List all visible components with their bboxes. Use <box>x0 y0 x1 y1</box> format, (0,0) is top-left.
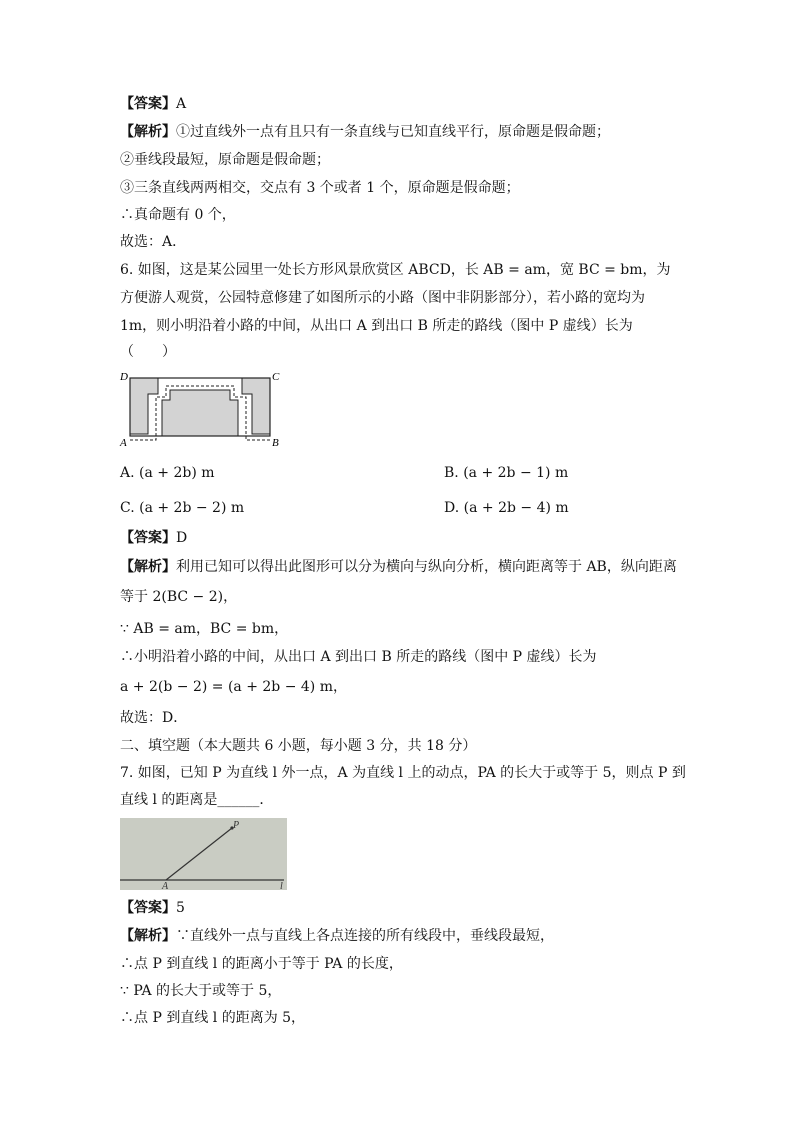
q6-figure <box>118 366 283 448</box>
q6-option-d: D. (a + 2b − 4) m <box>444 500 569 516</box>
q6-analysis-line3: ∵ AB = am，BC = bm， <box>120 621 289 637</box>
park-path-diagram <box>118 366 283 448</box>
q5-analysis-line4: ∴真命题有 0 个， <box>120 207 236 223</box>
q7-answer <box>120 898 185 918</box>
q6-option-a: A. (a + 2b) m <box>120 465 215 481</box>
segment-pa <box>166 828 232 880</box>
answer-value: 5 <box>176 900 185 916</box>
label-a: A <box>120 437 127 448</box>
shaded-left-region <box>130 378 158 434</box>
q5-analysis-line5: 故选：A． <box>120 234 187 250</box>
q7-stem-line1: 7. 如图，已知 P 为直线 l 外一点，A 为直线 l 上的动点，PA 的长大于或等于 5，则点 P 到 <box>120 765 686 781</box>
q7-figure <box>120 818 287 890</box>
q6-stem-line3: 1m，则小明沿着小路的中间，从出口 A 到出口 B 所走的路线（图中 P 虚线）长为 <box>120 318 633 334</box>
q7-analysis-line1 <box>120 926 554 946</box>
q6-option-b: B. (a + 2b − 1) m <box>444 465 569 481</box>
analysis-label: 【解析】 <box>120 124 176 140</box>
label-l: l <box>280 881 283 890</box>
answer-label: 【答案】 <box>120 96 176 112</box>
q6-stem-line1: 6. 如图，这是某公园里一处长方形风景欣赏区 ABCD，长 AB = am，宽 BC = bm，为 <box>120 262 671 278</box>
label-d: D <box>120 371 128 383</box>
analysis-label: 【解析】 <box>120 928 176 944</box>
q6-answer <box>120 528 187 548</box>
answer-label: 【答案】 <box>120 900 176 916</box>
point-line-diagram <box>120 818 287 890</box>
q5-analysis-line2: ②垂线段最短，原命题是假命题； <box>120 152 330 168</box>
q5-analysis-line1 <box>120 122 610 142</box>
q6-analysis-line4: ∴小明沿着小路的中间，从出口 A 到出口 B 所走的路线（图中 P 虚线）长为 <box>120 649 597 665</box>
q6-option-c: C. (a + 2b − 2) m <box>120 500 245 516</box>
q6-analysis-line2: 等于 2(BC − 2)， <box>120 589 238 605</box>
q6-stem-line4: （ ） <box>120 344 176 360</box>
label-p: P <box>233 820 240 831</box>
q7-analysis-line2: ∴点 P 到直线 l 的距离小于等于 PA 的长度， <box>120 956 403 972</box>
label-c: C <box>272 371 280 383</box>
section-title-fill-in: 二、填空题（本大题共 6 小题，每小题 3 分，共 18 分） <box>120 738 477 754</box>
analysis-text: ①过直线外一点有且只有一条直线与已知直线平行，原命题是假命题； <box>176 124 610 140</box>
analysis-text: 利用已知可以得出此图形可以分为横向与纵向分析，横向距离等于 AB，纵向距离 <box>176 559 677 575</box>
answer-value: A <box>176 96 187 112</box>
analysis-label: 【解析】 <box>120 559 176 575</box>
analysis-text: ∵直线外一点与直线上各点连接的所有线段中，垂线段最短， <box>176 928 554 944</box>
shaded-center-region <box>162 390 238 436</box>
q5-answer <box>120 94 186 114</box>
label-b: B <box>272 437 279 448</box>
q6-stem-line2: 方便游人观赏，公园特意修建了如图所示的小路（图中非阴影部分），若小路的宽均为 <box>120 290 645 306</box>
q6-analysis-line1 <box>120 557 677 577</box>
label-a: A <box>162 881 169 890</box>
q7-analysis-line3: ∵ PA 的长大于或等于 5， <box>120 983 282 999</box>
answer-value: D <box>176 530 188 546</box>
q7-stem-line2: 直线 l 的距离是______． <box>120 792 274 808</box>
q7-analysis-line4: ∴点 P 到直线 l 的距离为 5， <box>120 1010 306 1026</box>
q5-analysis-line3: ③三条直线两两相交，交点有 3 个或者 1 个，原命题是假命题； <box>120 180 520 196</box>
answer-label: 【答案】 <box>120 530 176 546</box>
q6-analysis-line6: 故选：D． <box>120 710 188 726</box>
q6-analysis-line5: a + 2(b − 2) = (a + 2b − 4) m， <box>120 679 347 695</box>
